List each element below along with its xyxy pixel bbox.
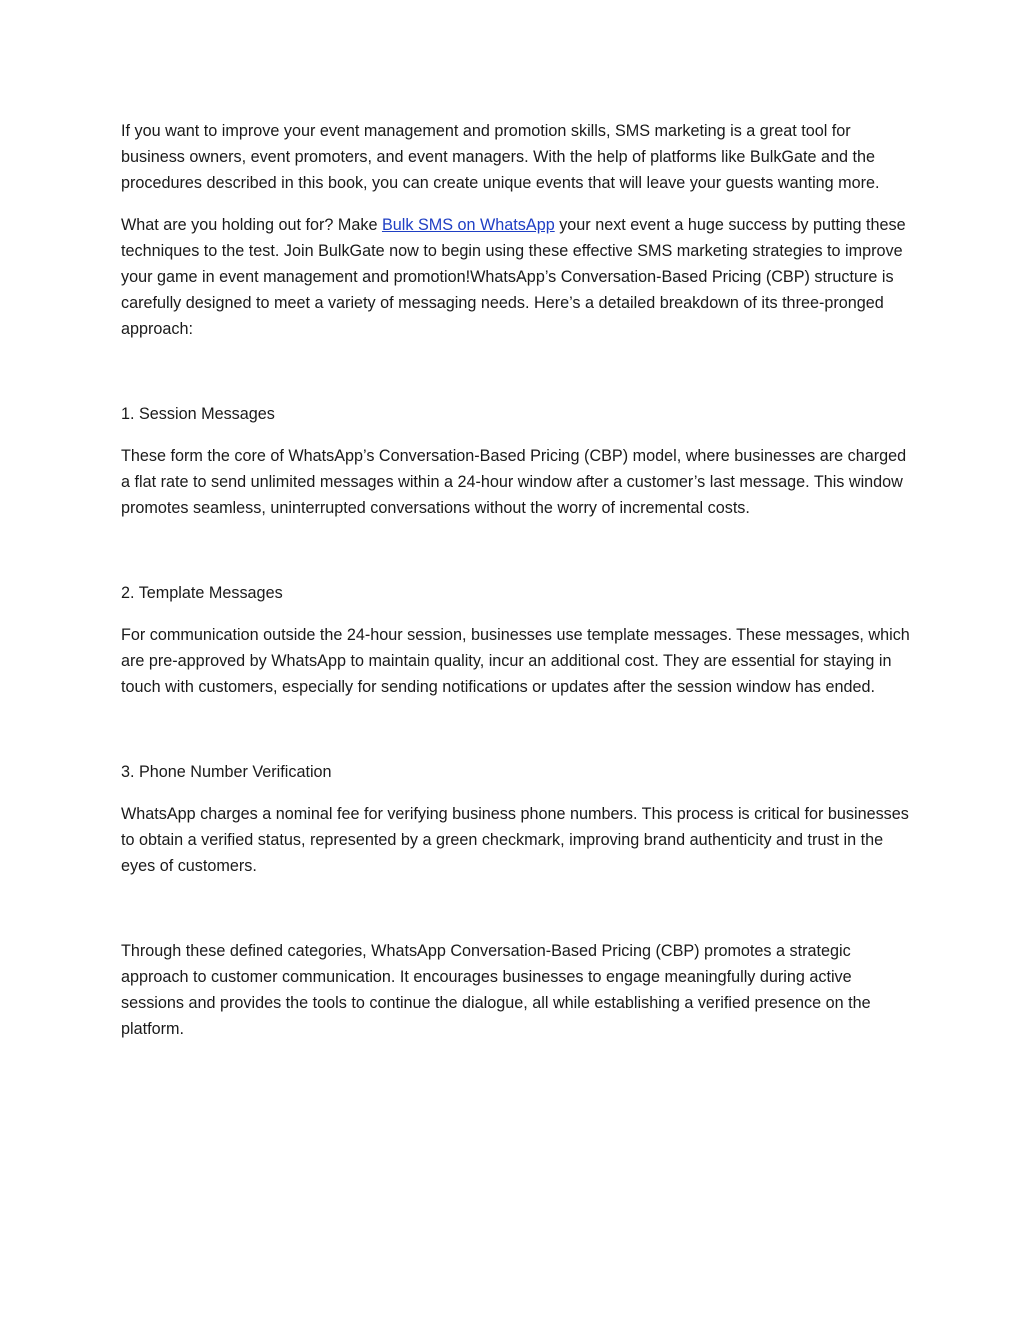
document-page xyxy=(121,118,911,1058)
section-heading-template-messages: 2. Template Messages xyxy=(121,584,283,602)
section-body-phone-verification: WhatsApp charges a nominal fee for verifying business phone numbers. This process is critical for businesses to obtain a verified status, represented by a green checkmark, improving brand authenticity and trust in the eyes of customers. xyxy=(121,805,909,875)
section-heading-session-messages: 1. Session Messages xyxy=(121,405,275,423)
closing-paragraph: Through these defined categories, WhatsApp Conversation-Based Pricing (CBP) promotes a strategic approach to customer communication. It encourages businesses to engage meaningfully during active sessions and provides the tools to continue the dialogue, all while establishing a verified presence on the platform. xyxy=(121,942,871,1038)
bulk-sms-whatsapp-link[interactable]: Bulk SMS on WhatsApp xyxy=(381,216,555,234)
intro-paragraph: If you want to improve your event management and promotion skills, SMS marketing is a great tool for business owners, event promoters, and event managers. With the help of platforms like BulkGate and the procedures described in this book, you can create unique events that will leave your guests wanting more. xyxy=(121,122,880,192)
cta-text-before-link: What are you holding out for? Make xyxy=(121,216,382,234)
section-body-template-messages: For communication outside the 24-hour session, businesses use template messages. These messages, which are pre-approved by WhatsApp to maintain quality, incur an additional cost. They are essential for staying in touch with customers, especially for sending notifications or updates after the session window has ended. xyxy=(121,626,910,696)
section-body-session-messages: These form the core of WhatsApp’s Conversation-Based Pricing (CBP) model, where businesses are charged a flat rate to send unlimited messages within a 24-hour window after a customer’s last message. This window promotes seamless, uninterrupted conversations without the worry of incremental costs. xyxy=(121,447,907,517)
spacer xyxy=(121,537,911,580)
section-heading-phone-verification: 3. Phone Number Verification xyxy=(121,763,332,781)
cta-paragraph xyxy=(121,212,911,342)
spacer xyxy=(121,716,911,759)
spacer xyxy=(121,895,911,938)
cta-text-after-link: your next event a huge success by putting these techniques to the test. Join BulkGate now to begin using these effective SMS marketing strategies to improve your game in event management and promotion!WhatsApp’s Conversation-Based Pricing (CBP) structure is carefully designed to meet a variety of messaging needs. Here’s a detailed breakdown of its three-pronged approach: xyxy=(121,216,906,338)
spacer xyxy=(121,358,911,401)
